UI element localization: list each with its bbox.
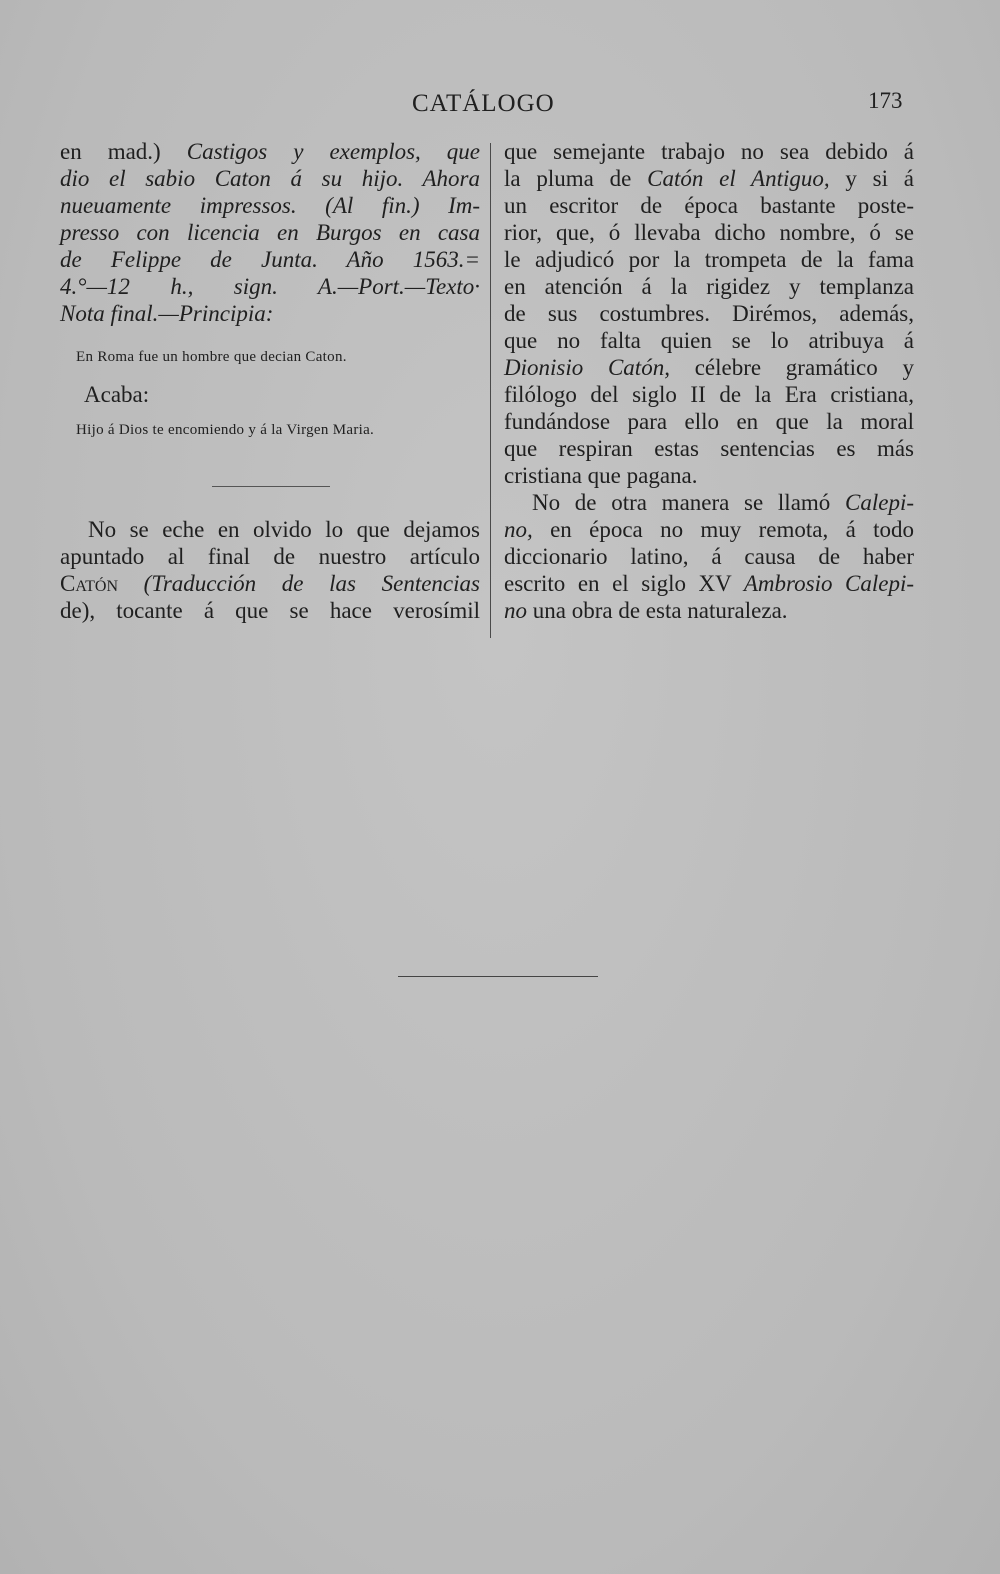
quote-explicit: Hijo á Dios te encomiendo y á la Virgen Maria.	[76, 422, 375, 438]
acaba-label: Acaba:	[84, 382, 150, 407]
text-line: filólogo del siglo II de la Era cristiana,	[504, 382, 914, 407]
text-line: la pluma de Catón el Antiguo, y si á	[504, 166, 914, 191]
entry-line: de Felippe de Junta. Año 1563.=	[60, 247, 480, 272]
text-line: en atención á la rigidez y templanza	[504, 274, 914, 299]
para-line: de), tocante á que se hace verosímil	[60, 598, 480, 623]
text-line: le adjudicó por la trompeta de la fama	[504, 247, 914, 272]
text-line: no una obra de esta naturaleza.	[504, 598, 788, 623]
text-line: diccionario latino, á causa de haber	[504, 544, 914, 569]
text-line: que no falta quien se lo atribuya á	[504, 328, 914, 353]
text-line: fundándose para ello en que la moral	[504, 409, 914, 434]
left-column	[60, 138, 480, 440]
text-line: no, en época no muy remota, á todo	[504, 517, 914, 542]
entry-line: nueuamente impressos. (Al fin.) Im-	[60, 193, 480, 218]
text-line: No de otra manera se llamó Calepi-	[532, 490, 914, 515]
end-rule	[398, 976, 598, 977]
section-rule	[212, 486, 330, 487]
entry-line: en mad.) Castigos y exemplos, que	[60, 139, 481, 164]
running-head	[0, 88, 1000, 120]
entry-line: 4.°—12 h., sign. A.—Port.—Texto·	[60, 274, 480, 299]
para-line: apuntado al final de nuestro artículo	[60, 544, 480, 569]
entry-line: dio el sabio Caton á su hijo. Ahora	[60, 166, 480, 191]
text-line: que respiran estas sentencias es más	[504, 436, 914, 461]
column-divider	[490, 143, 491, 638]
running-title: CATÁLOGO	[412, 90, 555, 117]
para-line: Catón (Traducción de las Sentencias	[60, 571, 480, 596]
left-paragraph	[60, 516, 480, 624]
quote-incipit: En Roma fue un hombre que decian Caton.	[76, 349, 347, 365]
text-line: Dionisio Catón, célebre gramático y	[504, 355, 914, 380]
text-line: de sus costumbres. Dirémos, además,	[504, 301, 914, 326]
page-number: 173	[868, 88, 903, 113]
text-line: escrito en el siglo XV Ambrosio Calepi-	[504, 571, 914, 596]
right-column	[504, 138, 914, 624]
entry-line: Nota final.—Principia:	[60, 301, 274, 326]
text-line: rior, que, ó llevaba dicho nombre, ó se	[504, 220, 914, 245]
para-line: No se eche en olvido lo que dejamos	[88, 517, 480, 542]
text-line: un escritor de época bastante poste-	[504, 193, 914, 218]
text-line: cristiana que pagana.	[504, 463, 698, 488]
entry-line: presso con licencia en Burgos en casa	[60, 220, 480, 245]
text-line: que semejante trabajo no sea debido á	[504, 139, 914, 164]
